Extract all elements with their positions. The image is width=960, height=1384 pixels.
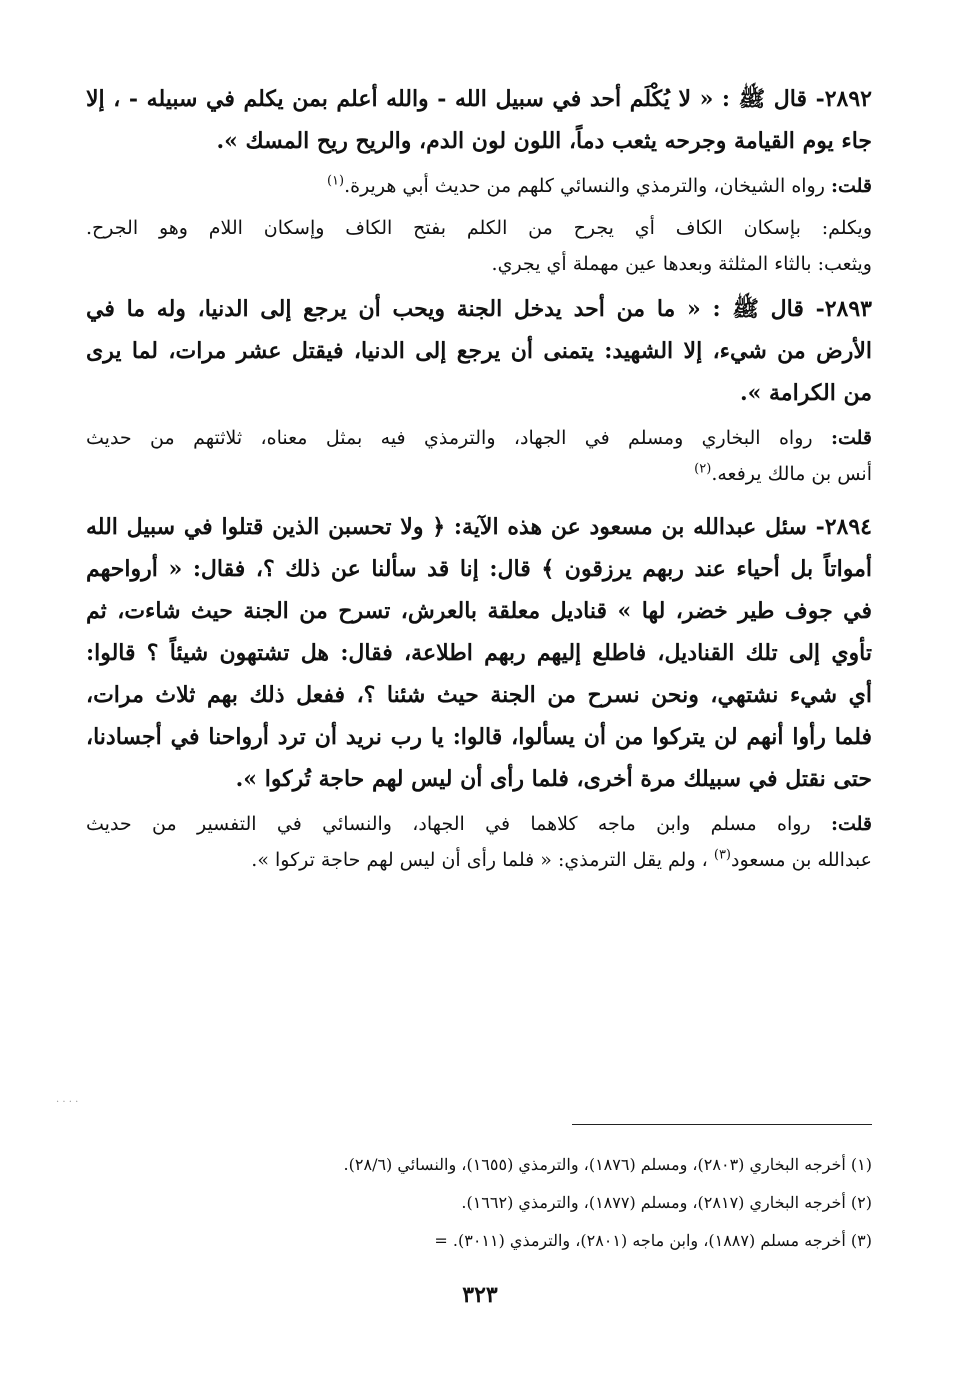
comment-text: عبدالله بن مسعود xyxy=(731,849,872,871)
text-line: تأوي إلى تلك القناديل، فاطلع إليهم ربهم اطلاعة، فقال: هل تشتهون شيئاً ؟ قالوا: xyxy=(86,640,872,666)
footnote: (٢) أخرجه البخاري (٢٨١٧)، ومسلم (١٨٧٧)، والترمذي (١٦٦٢). xyxy=(461,1193,872,1212)
comment-text: رواه مسلم وابن ماجه كلاهما في الجهاد، والنسائي في التفسير من حديث xyxy=(86,813,811,835)
comment-text: رواه الشيخان، والترمذي والنسائي كلهم من حديث أبي هريرة. xyxy=(344,175,825,197)
text-line xyxy=(86,420,872,456)
footnote-ref: (٣) xyxy=(713,847,731,863)
text-line: من الكرامة ». xyxy=(739,380,872,406)
comment-text: رواه البخاري ومسلم في الجهاد، والترمذي فيه بمثل معناه، ثلاثتهم من حديث xyxy=(86,427,813,449)
comment-text: أنس بن مالك يرفعه. xyxy=(711,463,872,485)
text-line xyxy=(86,842,872,878)
text-line: جاء يوم القيامة وجرحه يثعب دماً، اللون لون الدم، والريح ريح المسك ». xyxy=(216,128,872,154)
comment-2892 xyxy=(86,168,872,204)
text-line: ويكلم: بإسكان الكاف أي يجرح من الكلم بفتح الكاف وإسكان اللام وهو الجرح. xyxy=(86,217,872,239)
hadith-2892 xyxy=(86,78,872,162)
page-number: ٣٢٣ xyxy=(462,1282,498,1308)
comment-label: قلت: xyxy=(830,813,872,835)
text-line xyxy=(86,168,872,204)
comment-text: ، ولم يقل الترمذي: « فلما رأى أن ليس لهم حاجة تركوا ». xyxy=(251,849,708,871)
gloss-2892 xyxy=(86,210,872,282)
comment-2894 xyxy=(86,806,872,878)
margin-mark: . . . . xyxy=(56,1094,79,1105)
hadith-2894 xyxy=(86,506,872,800)
footnote-ref: (١) xyxy=(326,173,345,189)
text-line: في جوف طير خضر، لها » قناديل معلقة بالعرش، تسرح من الجنة حيث شاءت، ثم xyxy=(86,598,872,624)
text-line xyxy=(86,456,872,492)
text-line: أي شيء نشتهي، ونحن نسرح من الجنة حيث شئنا ؟، ففعل ذلك بهم ثلاث مرات، xyxy=(86,682,872,708)
footnote: (١) أخرجه البخاري (٢٨٠٣)، ومسلم (١٨٧٦)، والترمذي (١٦٥٥)، والنسائي (٢٨/٦). xyxy=(343,1155,872,1174)
text-line: فلما رأوا أنهم لن يتركوا من أن يسألوا، قالوا: يا رب نريد أن ترد أرواحنا في أجسادنا، xyxy=(86,724,872,750)
text-line: ٢٨٩٤- سئل عبدالله بن مسعود عن هذه الآية: ﴿ ولا تحسبن الذين قتلوا في سبيل الله xyxy=(86,514,872,540)
text-line: أمواتاً بل أحياء عند ربهم يرزقون ﴾ قال: إنا قد سألنا عن ذلك ؟، فقال: « أرواحهم xyxy=(86,556,872,582)
text-line: ٢٨٩٣- قال ﷺ : « ما من أحد يدخل الجنة ويحب أن يرجع إلى الدنيا، وله ما في xyxy=(86,296,872,322)
comment-label: قلت: xyxy=(830,175,872,197)
text-line: ويثعب: بالثاء المثلثة وبعدها عين مهملة أي يجري. xyxy=(491,253,872,275)
text-line: حتى نقتل في سبيلك مرة أخرى، فلما رأى أن ليس لهم حاجة تُركوا ». xyxy=(235,766,872,792)
footnote: (٣) أخرجه مسلم (١٨٨٧)، وابن ماجه (٢٨٠١)، والترمذي (٣٠١١). = xyxy=(434,1231,872,1250)
comment-label: قلت: xyxy=(830,427,872,449)
text-line xyxy=(86,806,872,842)
footnote-divider xyxy=(572,1124,872,1125)
comment-2893 xyxy=(86,420,872,492)
text-line: ٢٨٩٢- قال ﷺ : « لا يُكْلَم أحد في سبيل الله - والله أعلم بمن يكلم في سبيله - ، إلا xyxy=(86,86,872,112)
main-text xyxy=(86,78,872,884)
text-line: الأرض من شيء، إلا الشهيد: يتمنى أن يرجع إلى الدنيا، فيقتل عشر مرات، لما يرى xyxy=(86,338,872,364)
footnotes xyxy=(86,1146,872,1260)
footnote-ref: (٢) xyxy=(694,461,712,477)
hadith-2893 xyxy=(86,288,872,414)
